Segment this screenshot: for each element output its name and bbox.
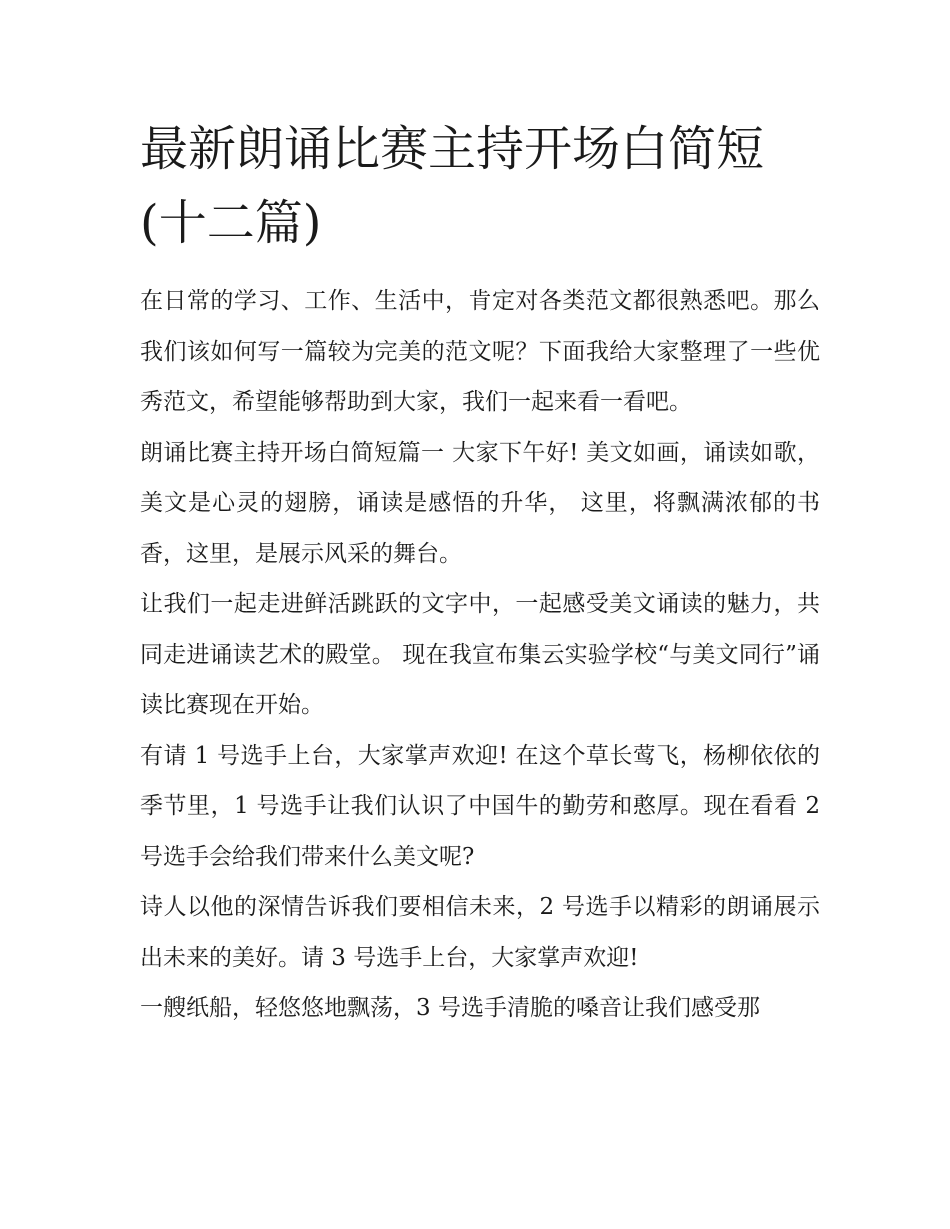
paragraph-contestant-3: 一艘纸船，轻悠悠地飘荡，3 号选手清脆的嗓音让我们感受那 <box>140 995 760 1021</box>
document-body <box>140 276 820 1034</box>
paragraph-contestant-2: 诗人以他的深情告诉我们要相信未来，2 号选手以精彩的朗诵展示出未来的美好。请 3 号选手上台，大家掌声欢迎! <box>140 894 820 971</box>
paragraph-intro: 在日常的学习、工作、生活中，肯定对各类范文都很熟悉吧。那么我们该如何写一篇较为完美的范文呢？下面我给大家整理了一些优秀范文，希望能够帮助到大家，我们一起来看一看吧。 <box>140 288 820 415</box>
page-title: 最新朗诵比赛主持开场白简短(十二篇) <box>140 121 765 251</box>
paragraph-announcement: 让我们一起走进鲜活跳跃的文字中，一起感受美文诵读的魅力，共同走进诵读艺术的殿堂。 现在我宣布集云实验学校“与美文同行”诵读比赛现在开始。 <box>140 591 820 718</box>
paragraph-contestant-1: 有请 1 号选手上台，大家掌声欢迎! 在这个草长莺飞，杨柳依依的季节里，1 号选手让我们认识了中国牛的勤劳和憨厚。现在看看 2 号选手会给我们带来什么美文呢? <box>140 742 820 870</box>
paragraph-opening: 朗诵比赛主持开场白简短篇一 大家下午好! 美文如画，诵读如歌，美文是心灵的翅膀，诵读是感悟的升华， 这里，将飘满浓郁的书香，这里，是展示风采的舞台。 <box>140 439 820 567</box>
